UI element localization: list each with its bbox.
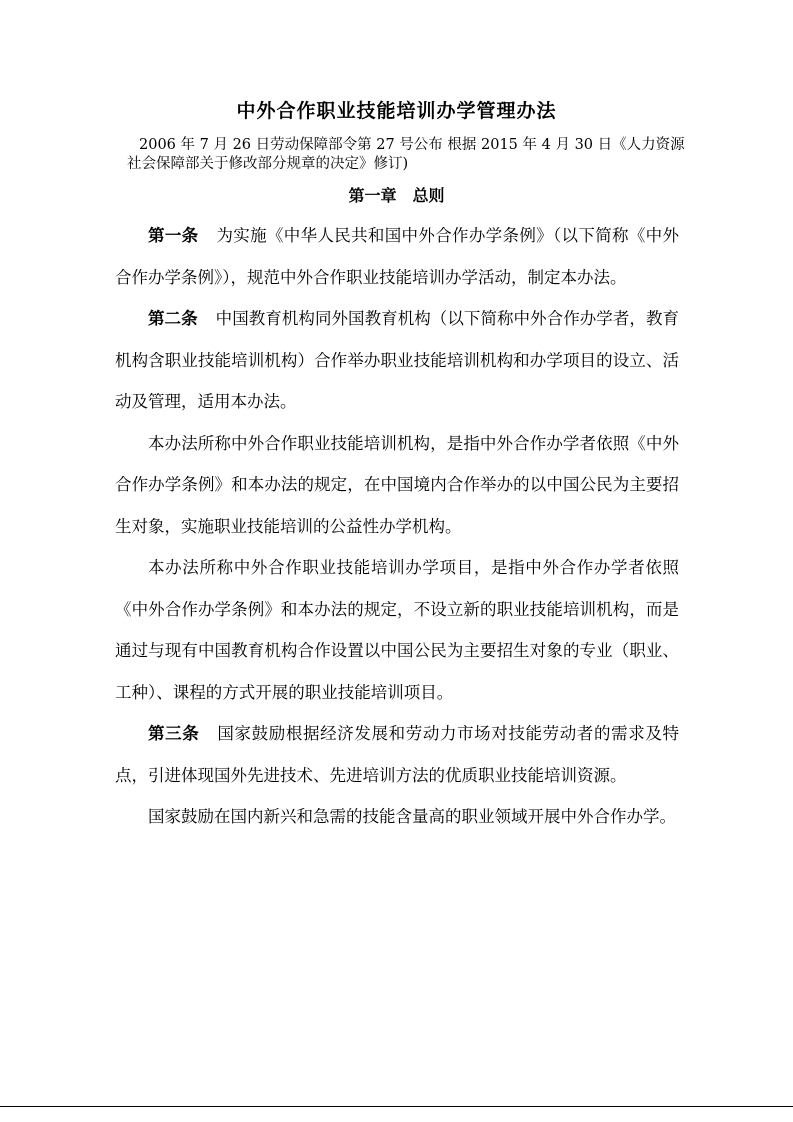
article-number: 第三条 (148, 724, 200, 743)
document-body (115, 215, 679, 838)
paragraph-article-3 (115, 713, 679, 796)
paragraph-text: 国家鼓励根据经济发展和劳动力市场对技能劳动者的需求及特点，引进体现国外先进技术、先进培训方法的优质职业技能培训资源。 (115, 724, 680, 785)
paragraph-text: 本办法所称中外合作职业技能培训机构，是指中外合作办学者依照《中外合作办学条例》和本办法的规定，在中国境内合作举办的以中国公民为主要招生对象，实施职业技能培训的公益性办学机构。 (115, 433, 679, 536)
document-title: 中外合作职业技能培训办学管理办法 (236, 100, 557, 122)
paragraph (115, 547, 679, 713)
paragraph-text: 为实施《中华人民共和国中外合作办学条例》（以下简称《中外合作办学条例》），规范中外合作职业技能培训办学活动，制定本办法。 (115, 226, 680, 287)
paragraph-text: 中国教育机构同外国教育机构（以下简称中外合作办学者，教育机构含职业技能培训机构）合作举办职业技能培训机构和办学项目的设立、活动及管理，适用本办法。 (115, 309, 680, 411)
chapter-heading: 第一章 总则 (348, 186, 445, 205)
article-number: 第二条 (148, 309, 198, 328)
paragraph (115, 796, 679, 838)
paragraph-text: 本办法所称中外合作职业技能培训办学项目，是指中外合作办学者依照《中外合作办学条例》和本办法的规定，不设立新的职业技能培训机构，而是通过与现有中国教育机构合作设置以中国公民为主要招生对象的专业（职业、工种）、课程的方式开展的职业技能培训项目。 (115, 558, 679, 702)
paragraph (115, 423, 679, 548)
paragraph-article-2 (115, 298, 679, 423)
paragraph-article-1 (115, 215, 679, 298)
document-subtitle: 2006 年 7 月 26 日劳动保障部令第 27 号公布 根据 2015 年 4 月 30 日《人力资源社会保障部关于修改部分规章的决定》修订) (127, 137, 685, 172)
paragraph-text: 国家鼓励在国内新兴和急需的技能含量高的职业领域开展中外合作办学。 (148, 807, 676, 826)
article-number: 第一条 (148, 226, 199, 245)
page-bottom-rule (0, 1106, 793, 1107)
